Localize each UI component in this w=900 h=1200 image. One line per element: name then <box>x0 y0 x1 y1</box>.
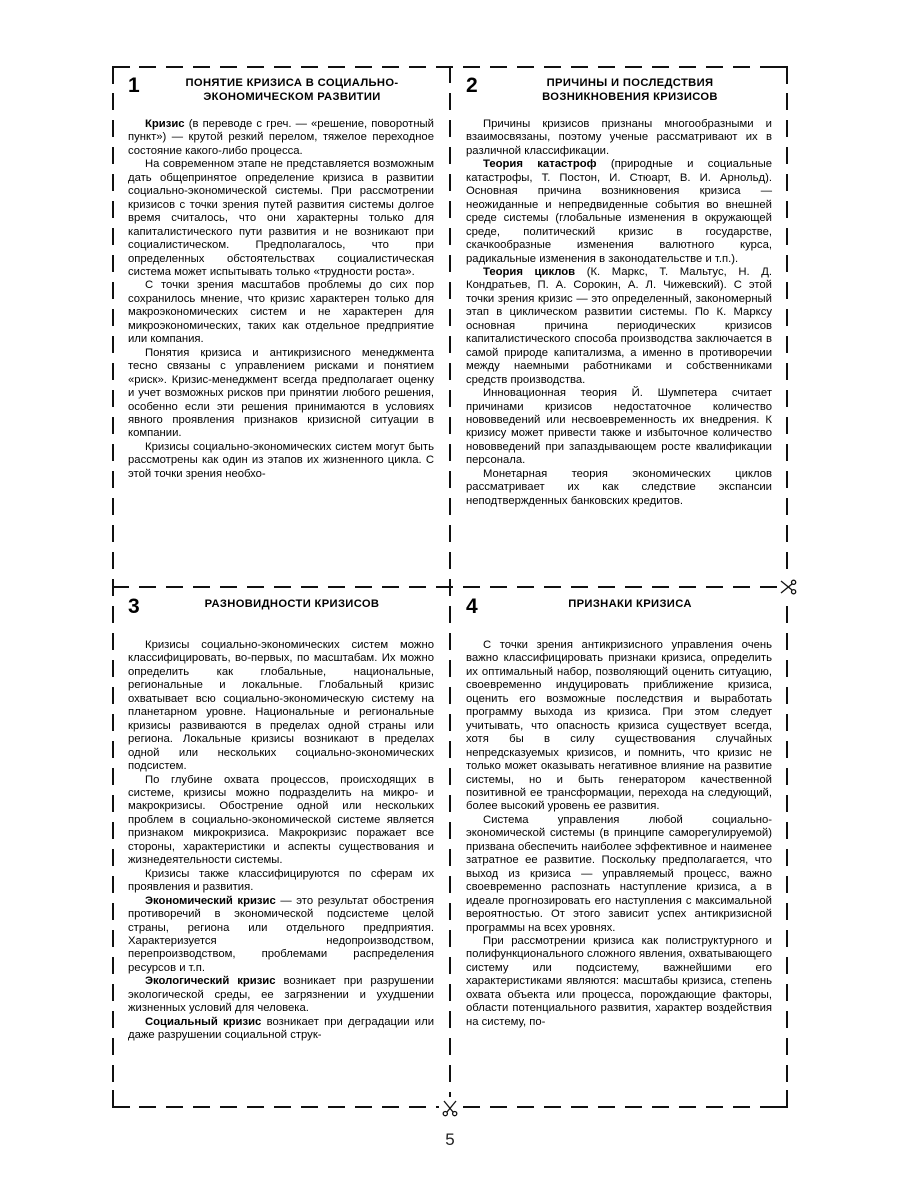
card-3-header <box>128 595 434 629</box>
paragraph-text: Кризисы социально-экономических систем можно классифицировать, во-первых, по масштабам. Их можно определить как глобальные, национальные, региональные и локальные. Глобальный кризис охватывает всю социально-экономическую систему на планетарном уровне. Национальные и региональные кризисы развиваются в пределах одной страны или региона. Локальные кризисы возникают в пределах одной или нескольких социально-экономических подсистем. <box>128 639 434 773</box>
paragraph <box>466 118 772 158</box>
card-2-title: ПРИЧИНЫ И ПОСЛЕДСТВИЯ ВОЗНИКНОВЕНИЯ КРИЗИСОВ <box>542 77 718 103</box>
paragraph-text: Система управления любой социально-экономической системы (в принципе саморегулируемой) призвана обеспечить наиболее эффективное и наименее затратное ее развитие. Поскольку предполагается, что выход из кризиса — управляемый процесс, важно своевременно распознать наступление кризиса, а в идеале прогнозировать его наступления с максимальной вероятностью. От этого зависит успех антикризисной программы на всех уровнях. <box>466 813 772 934</box>
paragraph-text: С точки зрения масштабов проблемы до сих пор сохранилось мнение, что кризис характерен только для макроэкономических систем и не характерен для микроэкономических, таких как отдельное предприятие или компания. <box>128 279 434 346</box>
paragraph-text: Инновационная теория Й. Шумпетера считает причинами кризисов недостаточное количество нововведений или несвоевременность их внедрения. К кризису может привести также и избыточное количество нововведений при запаздывающем росте квалификации персонала. <box>466 387 772 467</box>
paragraph <box>128 347 434 441</box>
paragraph <box>128 1016 434 1043</box>
card-1-number: 1 <box>128 74 140 97</box>
paragraph-text: Кризисы социально-экономических систем могут быть рассмотрены как один из этапов их жизненного цикла. С этой точки зрения необхо- <box>128 440 434 480</box>
paragraph <box>466 266 772 387</box>
paragraph-lead: Социальный кризис <box>145 1015 262 1028</box>
paragraph-text: Монетарная теория экономических циклов рассматривает их как следствие экспансии неподтвержденных банковских кредитов. <box>466 467 772 507</box>
paragraph-lead: Теория катастроф <box>483 158 597 171</box>
paragraph-text: (природные и социальные катастрофы, Т. Постон, И. Стюарт, В. И. Арнольд). Основная причина возникновения кризиса — неожиданные и непредвиденные события во внешней среде системы (глобальные изменения в окружающей среде, политический кризис в государстве, скачкообразные изменения валютного курса, радикальные изменения в законодательстве и т.п.). <box>466 158 772 265</box>
paragraph <box>128 639 434 774</box>
paragraph-lead: Кризис <box>145 118 185 130</box>
card-1-title: ПОНЯТИЕ КРИЗИСА В СОЦИАЛЬНО-ЭКОНОМИЧЕСКОМ РАЗВИТИИ <box>185 77 399 103</box>
paragraph-text: При рассмотрении кризиса как полиструктурного и полифункционального сложного явления, охватывающего систему или подсистему, важнейшими его характеристиками являются: масштабы кризиса, степень охвата объекта или процесса, порождающие факторы, области потенциального развития, характер воздействия на систему, по- <box>466 934 772 1028</box>
card-2-body <box>466 118 772 508</box>
paragraph-text: (в переводе с греч. — «решение, поворотный пункт») — крутой резкий перелом, тяжелое переходное состояние какого-либо процесса. <box>128 118 434 157</box>
card-1-header <box>128 74 434 108</box>
card-2 <box>450 66 788 587</box>
paragraph <box>466 814 772 935</box>
card-1 <box>112 66 450 587</box>
card-3-body <box>128 639 434 1043</box>
paragraph-text: На современном этапе не представляется возможным дать общепринятое определение кризиса в развитии социально-экономической системы. При рассмотрении кризисов с точки зрения путей развития системы долгое время считалось, что они характерны только для капиталистического пути развития и не возникают при социалистическом. Предполагалось, что при определенных обстоятельствах социалистическая система может испытывать только «трудности роста». <box>128 158 434 278</box>
paragraph <box>466 468 772 508</box>
scissors-icon-bottom <box>439 1097 461 1119</box>
card-3-title: РАЗНОВИДНОСТИ КРИЗИСОВ <box>204 598 380 610</box>
card-4 <box>450 587 788 1108</box>
card-3-number: 3 <box>128 595 140 618</box>
cut-sheet-frame <box>112 66 788 1108</box>
page-number: 5 <box>445 1130 455 1149</box>
card-2-header <box>466 74 772 108</box>
paragraph-text: — это результат обострения противоречий в экономической подсистеме целой страны, региона или отдельного предприятия. Характеризуется недопроизводством, перепроизводством, проблемами распределения ресурсов и т.п. <box>128 894 434 974</box>
paragraph <box>128 158 434 279</box>
card-4-title: ПРИЗНАКИ КРИЗИСА <box>568 598 692 610</box>
paragraph <box>128 774 434 868</box>
card-3 <box>112 587 450 1108</box>
card-4-header <box>466 595 772 629</box>
paragraph <box>128 279 434 346</box>
paragraph <box>466 158 772 266</box>
paragraph-lead: Теория циклов <box>483 265 576 278</box>
paragraph-lead: Экологический кризис <box>145 975 276 988</box>
paragraph-lead: Экономический кризис <box>145 894 276 907</box>
card-2-number: 2 <box>466 74 478 97</box>
scissors-icon-right <box>777 576 799 598</box>
paragraph-text: Кризисы также классифицируются по сферам их проявления и развития. <box>128 867 434 894</box>
card-4-number: 4 <box>466 595 478 618</box>
paragraph-text: (К. Маркс, Т. Мальтус, Н. Д. Кондратьев, П. А. Сорокин, А. Л. Чижевский). С этой точки зрения кризис — это определенный, закономерный этап в циклическом развитии системы. По К. Марксу основная причина периодических кризисов капиталистического способа производства заключается в самой природе капитализма, а именно в противоречии между наемными работниками и собственниками средств производства. <box>466 265 772 386</box>
paragraph <box>128 868 434 895</box>
paragraph <box>128 975 434 1015</box>
paragraph <box>128 118 434 158</box>
paragraph-text: возникает при деградации или даже разрушении социальной струк- <box>128 1015 434 1042</box>
cards-grid <box>112 66 788 1108</box>
card-1-body <box>128 118 434 481</box>
paragraph-text: Понятия кризиса и антикризисного менеджмента тесно связаны с управлением рисками и понятием «риск». Кризис-менеджмент всегда предполагает оценку и учет возможных рисков при принятии любого решения, особенно если эти решения принимаются в условиях явного проявления признаков кризисной ситуации в компании. <box>128 346 434 440</box>
card-4-body <box>466 639 772 1029</box>
paragraph-text: Причины кризисов признаны многообразными и взаимосвязаны, поэтому ученые рассматривают их в различной классификации. <box>466 118 772 157</box>
paragraph-text: С точки зрения антикризисного управления очень важно классифицировать признаки кризиса, определить их оптимальный набор, позволяющий оценить ситуацию, своевременно индуцировать приближение кризиса, оценить его возможные последствия и выработать программу выхода из кризиса. При этом следует учитывать, что опасность кризиса существует всегда, хотя бы в силу существования случайных непредсказуемых кризисов, и помнить, что кризис не только может оказывать негативное влияние на развитие системы, но и быть генератором качественной позитивной ее трансформации, перехода на следующий, более высокий уровень ее развития. <box>466 639 772 813</box>
paragraph <box>128 895 434 976</box>
paragraph <box>466 935 772 1029</box>
paragraph <box>466 387 772 468</box>
paragraph-text: возникает при разрушении экологической среды, ее загрязнении и ухудшении жизненных условий для человека. <box>128 975 434 1015</box>
paragraph <box>466 639 772 814</box>
paragraph-text: По глубине охвата процессов, происходящих в системе, кризисы можно подразделить на микро- и макрокризисы. Обострение одной или нескольких проблем в социально-экономической системе является признаком микрокризиса. Макрокризис поражает все стороны, характеристики и аспекты существования и жизнедеятельности системы. <box>128 773 434 867</box>
paragraph <box>128 441 434 481</box>
